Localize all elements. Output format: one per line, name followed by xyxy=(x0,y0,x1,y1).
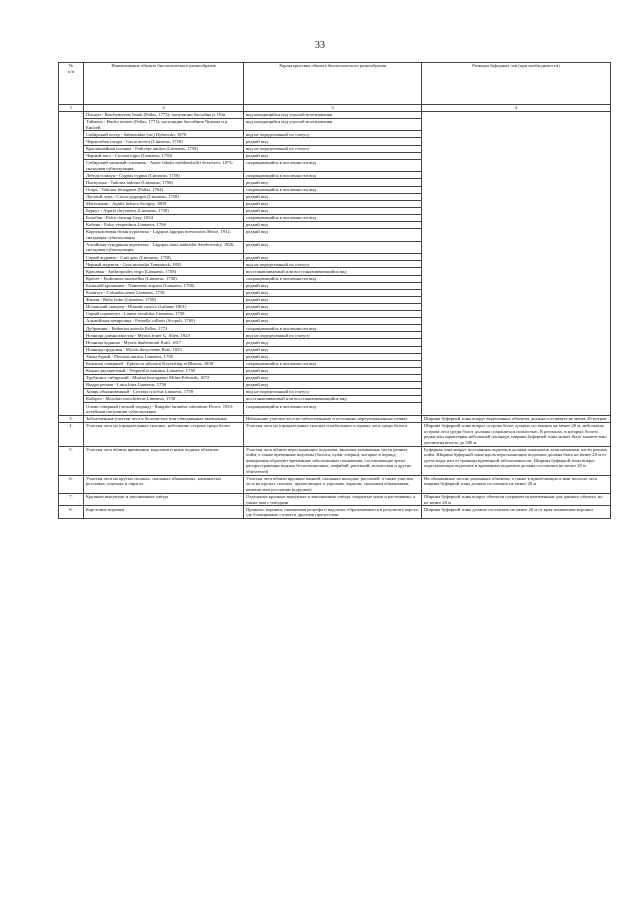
species-status: вид не определенный по статусу xyxy=(244,389,422,396)
species-name: Пискун - Brachymystax lenok (Pallas, 1773); популяции бассейна р. Оби xyxy=(84,111,244,118)
species-status: редкий вид xyxy=(244,193,422,200)
row-number: 3. xyxy=(59,415,84,422)
buffer-zone-size: Буферная зона вокруг постоянных водоемов должна охватывать затапливаемые части речных пойм. Ширина буферной зоны вдоль пересыхающих водоемов должна быть не менее 20 м от уреза воды или от границы временной заболоченности. Ширина буферной зоны вокруг пересыхающих водоемов и временных водоемов должна составлять не менее 20 м xyxy=(422,446,611,475)
species-status: редкий вид xyxy=(244,367,422,374)
table-row xyxy=(59,415,611,422)
species-status: редкий вид xyxy=(244,282,422,289)
species-status: вид не определенный по статусу xyxy=(244,145,422,152)
header-object-name: Наименование объекта биологического разнообразия xyxy=(84,63,244,105)
habitat-characteristic: Отдельные крупные выпуклые и заполненные гнёзда, покрытые мхом и растениями, а также пни с гнёздами xyxy=(244,493,422,506)
species-name: Кожан двухцветный - Vespertilio murinus Linnaeus, 1758 xyxy=(84,367,244,374)
species-name: Альпийская завирушка - Prunella collaris (Scopoli, 1769) xyxy=(84,318,244,325)
habitat-object: Карстовые воронки xyxy=(84,506,244,519)
header-characteristic: Характеристика объекта биологического разнообразия xyxy=(244,63,422,105)
species-name: Красношейная поганка - Podiceps auritus (Linnaeus, 1758) xyxy=(84,145,244,152)
column-number-row xyxy=(59,104,611,111)
species-status: сокращающийся в численности вид xyxy=(244,325,422,332)
species-status: сокращающийся в численности вид xyxy=(244,159,422,172)
species-name: Лебедь-кликун - Cygnus cygnus (Linnaeus, 1758) xyxy=(84,172,244,179)
row-number-cell xyxy=(59,111,84,415)
species-status: восстанавливаемый или восстанавливающийся вид xyxy=(244,396,422,403)
table-row xyxy=(59,475,611,493)
species-status: редкий вид xyxy=(244,229,422,242)
habitat-object: Участки леса на крутых склонах, скальных обнажениях, каменистых россыпях, ущельях и оврагах xyxy=(84,475,244,493)
species-name: Серый сорокопут - Lanius excubitor Linnaeus, 1758 xyxy=(84,311,244,318)
habitat-object: Заболоченные участки леса и болотистых или обводненных выемочных xyxy=(84,415,244,422)
species-rows xyxy=(59,111,611,415)
species-name: Красавка - Anthropoides virgo (Linnaeus, 1758) xyxy=(84,268,244,275)
header-number: № п/п xyxy=(59,63,84,105)
species-status: редкий вид xyxy=(244,179,422,186)
table-row xyxy=(59,446,611,475)
species-name: Кабарга - Moschus moschiferus Linnaeus, 1758 xyxy=(84,396,244,403)
species-name: Ночница прудовая - Myotis dasycneme Boie, 1825 xyxy=(84,346,244,353)
column-number: 3 xyxy=(244,104,422,111)
species-name: Короткоклювая белая куропатка - Lagopus lagopus brevirostris Hesse, 1912; гнездящая субпопуляция xyxy=(84,229,244,242)
species-name: Ушан бурый - Plecotus auritus Linnaeus, 1758 xyxy=(84,353,244,360)
species-status: сокращающийся в численности вид xyxy=(244,403,422,416)
species-status: редкий вид xyxy=(244,296,422,303)
species-name: Сибирский таежный гуменник - Anser fabalis middendorffii Severtzov, 1873; гнездовая субпопуляция xyxy=(84,159,244,172)
species-status: вид не определенный по статусу xyxy=(244,261,422,268)
species-status: редкий вид xyxy=(244,200,422,207)
page-number: 33 xyxy=(315,40,325,51)
species-status: сокращающийся в численности вид xyxy=(244,275,422,282)
table-row xyxy=(59,422,611,446)
species-name: Черный журавль - Grus monacha Temminck, 1835 xyxy=(84,261,244,268)
species-name: Сибирский осетр - Salmonidae (sic) Dybowski, 1870 xyxy=(84,131,244,138)
species-status: редкий вид xyxy=(244,303,422,310)
column-number: 1 xyxy=(59,104,84,111)
row-number: 8. xyxy=(59,506,84,519)
species-status: редкий вид xyxy=(244,207,422,214)
species-name: Трубконос сибирский - Murina leucogaster Milne-Edwards, 1872 xyxy=(84,374,244,381)
habitat-object: Крупные выпуклые и заполненные гнёзда xyxy=(84,493,244,506)
species-name: Алтайская тундряная куропатка - Lagopus muta nadezdae Serebrowsky, 1926; гнездовая субпопуляция xyxy=(84,241,244,254)
table-header-row xyxy=(59,63,611,105)
species-status: сокращающийся в численности вид xyxy=(244,172,422,179)
species-status: редкий вид xyxy=(244,254,422,261)
species-name: Таймень - Hucho taimen (Pallas, 1773); популяции бассейнов Чулыма и р. Енисей xyxy=(84,118,244,131)
species-name: Могильник - Aquila heliaca Savigny, 1809 xyxy=(84,200,244,207)
species-name: Испанский скворец - Hirundo rustica (Latham, 1801) xyxy=(84,303,244,310)
species-status: вид находящийся под угрозой исчезновения xyxy=(244,111,422,118)
habitat-object: Участки леса вблизи временных водоемов и иных водных объектов xyxy=(84,446,244,475)
buffer-zone-size: Ширина буферной зоны вокруг выделенных объектов должна составлять не менее 20 метров xyxy=(422,415,611,422)
species-status: редкий вид xyxy=(244,346,422,353)
species-name: Серый журавль - Grus grus (Linnaeus, 1758) xyxy=(84,254,244,261)
species-name: Ночница водяная - Myotis daubentonii Kuhl, 1817 xyxy=(84,339,244,346)
habitat-rows xyxy=(59,415,611,518)
row-number: 7. xyxy=(59,493,84,506)
habitat-characteristic: Провалы, воронки, понижения рельефа и водоемы, образовавшиеся в результате карста, где блокировано стоком и другими процессами xyxy=(244,506,422,519)
species-status: редкий вид xyxy=(244,152,422,159)
species-name: Выдра речная - Lutra lutra Linnaeus, 1758 xyxy=(84,381,244,388)
habitat-characteristic: Участки леса вблизи пересыхающих водоемов, включая заливаемые части речных пойм, а также временные водоемы (болота, лужи, озерки), которые в период наводнения образуют временные заболоченные понижения, составляющие ареал распространения водных беспозвоночных, амфибий, рептилий, моллюсков и других обитателей xyxy=(244,446,422,475)
row-number: 4. xyxy=(59,422,84,446)
species-status: вид не определенный по статусу xyxy=(244,131,422,138)
habitat-characteristic: Участки леса вблизи крупных камней, скальных выходов, россыпей, а также участки леса на крутых склонах, прилегающих к ущельям, оврагам, скальным обнажениям, каменистым россыпям (курумам) xyxy=(244,475,422,493)
header-buffer-size: Размеры буферных зон (при необходимости) xyxy=(422,63,611,105)
species-status: редкий вид xyxy=(244,138,422,145)
species-name: Чернозобая гагара - Gavia arctica (Linnaeus, 1758) xyxy=(84,138,244,145)
species-status: редкий вид xyxy=(244,241,422,254)
species-name: Пискулька - Tadorna tadorna (Linnaeus, 1758) xyxy=(84,179,244,186)
habitat-characteristic: Небольшие участки леса по заболоченному и постоянно переувлажненных почвах xyxy=(244,415,422,422)
species-name: Черный аист - Ciconia nigra (Linnaeus, 1758) xyxy=(84,152,244,159)
species-name: Огарь - Tadorna ferruginea (Pallas, 1764) xyxy=(84,186,244,193)
habitat-characteristic: Участки леса на отрицательных склонах и небольших островах леса среди болота xyxy=(244,422,422,446)
species-status: редкий вид xyxy=(244,222,422,229)
species-name: Клинтух - Columba oenas Linnaeus, 1758 xyxy=(84,289,244,296)
species-name: Кожанок северный - Eptesicus nilssonii Keyserling et Blasius, 1839 xyxy=(84,360,244,367)
species-name: Ночница длиннохвостая - Myotis frater G. Allen, 1923 xyxy=(84,332,244,339)
species-status: сокращающийся в численности вид xyxy=(244,360,422,367)
buffer-zone-size: Ширина буферной зоны вокруг острова болот должна составлять не менее 20 м, небольшие острова леса среди болот должны сохраняться полностью. В регионах, в которых болота редки или характерны небольшой площади, ширина буферной зоны может быть значительно увеличена вплоть до 500 м xyxy=(422,422,611,446)
species-status: восстанавливаемый или восстанавливающийся вид xyxy=(244,268,422,275)
biodiversity-table xyxy=(58,62,611,519)
table-row xyxy=(59,506,611,519)
species-status: редкий вид xyxy=(244,353,422,360)
species-status: сокращающийся в численности вид xyxy=(244,214,422,221)
species-name: Большой кроншнеп - Numenius arquata (Linnaeus, 1758) xyxy=(84,282,244,289)
column-number: 2 xyxy=(84,104,244,111)
species-name: Филин - Bubo bubo (Linnaeus, 1758) xyxy=(84,296,244,303)
species-status: редкий вид xyxy=(244,374,422,381)
species-name: Олень северный (лесной подвид) - Rangifer tarandus valentinae Flerov, 1933; алтайская популяция субпопуляция xyxy=(84,403,244,416)
species-status: вид не определенный по статусу xyxy=(244,332,422,339)
buffer-zone-size: На обнаженных частях указанных объектов, а также в прилегающих к ним полосах леса ширина буферной зоны должна составлять не менее 20 м xyxy=(422,475,611,493)
species-name: Беркут - Aquila chrysaetos (Linnaeus, 1758) xyxy=(84,207,244,214)
species-name: Кобчик - Falco vespertinus Linnaeus, 1766 xyxy=(84,222,244,229)
species-status: редкий вид xyxy=(244,339,422,346)
row-number: 6. xyxy=(59,475,84,493)
species-name: Балобан - Falco cherrug Gray, 1834 xyxy=(84,214,244,221)
species-status: вид находящийся под угрозой исчезновения xyxy=(244,118,422,131)
species-name: Хомяк обыкновенный - Cricetus cricetus Linnaeus, 1758 xyxy=(84,389,244,396)
species-status: редкий вид xyxy=(244,311,422,318)
species-name: Дубровник - Emberiza aureola Pallas, 1773 xyxy=(84,325,244,332)
species-name: Кречет - Eudromias morinellus (Linnaeus, 1758) xyxy=(84,275,244,282)
buffer-zone-size: Ширина буферной зоны вокруг объектов сохраняется неизменным для данного объекта, но не менее 20 м xyxy=(422,493,611,506)
buffer-zone-size: Ширина буферной зоны должна составлять не менее 20 м от края понижения воронки xyxy=(422,506,611,519)
table-row xyxy=(59,493,611,506)
species-status: редкий вид xyxy=(244,289,422,296)
buffer-cell-empty xyxy=(422,111,611,415)
species-status: сокращающийся в численности вид xyxy=(244,186,422,193)
row-number: 5. xyxy=(59,446,84,475)
table-row xyxy=(59,111,611,118)
habitat-object: Участки леса на отрицательных склонах, небольшие острова среди болот xyxy=(84,422,244,446)
species-status: редкий вид xyxy=(244,318,422,325)
species-status: редкий вид xyxy=(244,381,422,388)
column-number: 4 xyxy=(422,104,611,111)
species-name: Луговой лунь - Circus pygargus (Linnaeus, 1758) xyxy=(84,193,244,200)
